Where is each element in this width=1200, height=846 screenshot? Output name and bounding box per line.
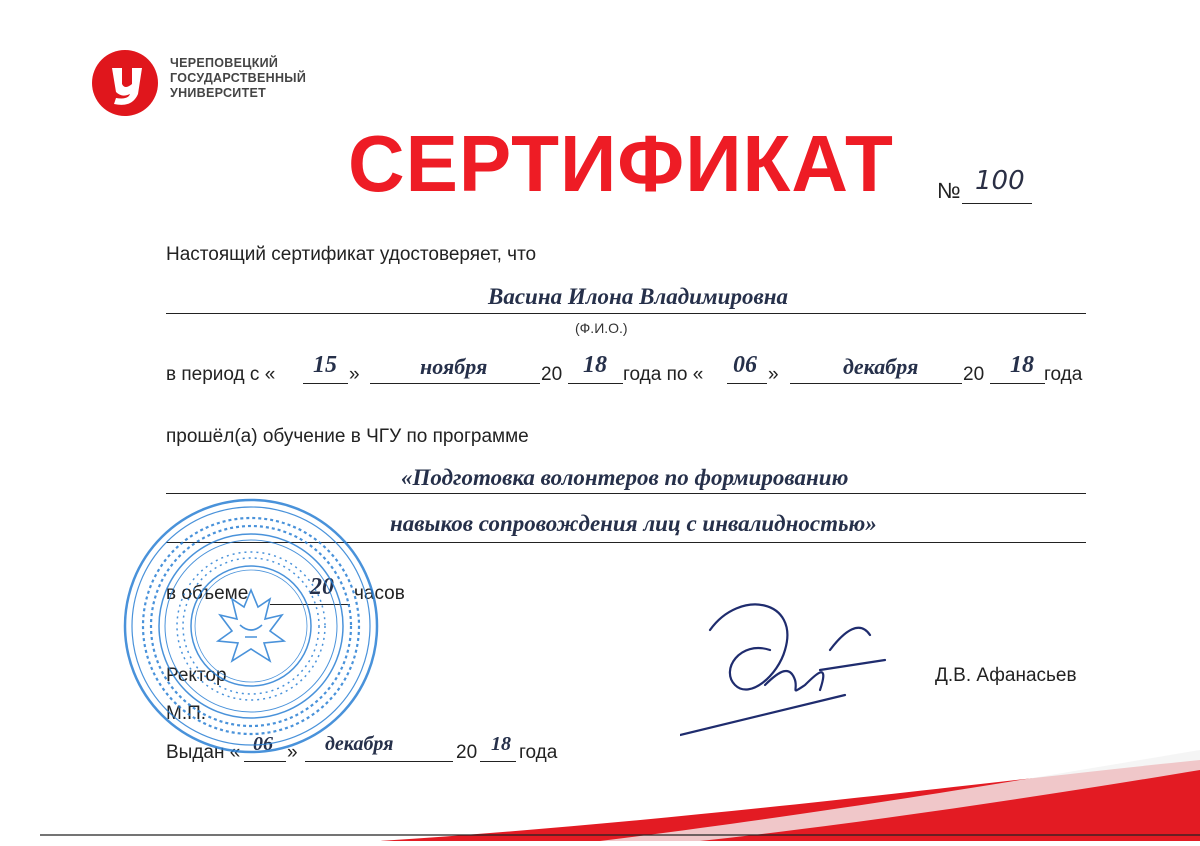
logo-line: УНИВЕРСИТЕТ (170, 86, 267, 100)
end-month-underline (790, 383, 962, 384)
period-prefix: в период с « (166, 364, 276, 385)
program-line-2: навыков сопровождения лиц с инвалидностью» (390, 511, 877, 536)
rector-name: Д.В. Афанасьев (935, 665, 1077, 686)
start-day: 15 (313, 352, 337, 378)
hours-value: 20 (310, 574, 334, 600)
end-day: 06 (733, 352, 757, 378)
start-year: 18 (583, 352, 607, 378)
start-day-underline (303, 383, 348, 384)
start-month-underline (370, 383, 540, 384)
program-line-1: «Подготовка волонтеров по формированию (401, 465, 849, 490)
period-close-quote: » (349, 364, 360, 385)
volume-prefix: в объеме (166, 583, 249, 604)
end-month: декабря (843, 354, 919, 379)
number-label: № (937, 178, 961, 203)
number-underline (962, 203, 1032, 204)
certifies-text: Настоящий сертификат удостоверяет, что (166, 244, 537, 265)
issued-day: 06 (253, 733, 273, 755)
start-year-underline (568, 383, 623, 384)
seal-place-label: М.П. (166, 703, 207, 724)
logo-line: ГОСУДАРСТВЕННЫЙ (170, 71, 307, 85)
end-year: 18 (1010, 352, 1034, 378)
rector-signature-icon (680, 590, 890, 745)
official-seal-icon (120, 495, 382, 757)
rector-label: Ректор (166, 665, 227, 686)
issued-close-quote: » (287, 742, 298, 763)
period-suffix: года (1044, 364, 1083, 385)
volume-suffix: часов (354, 583, 405, 604)
issued-month: декабря (325, 733, 394, 755)
end-year-prefix: 20 (963, 364, 985, 385)
certificate-number: 100 (975, 166, 1025, 196)
logo-line: ЧЕРЕПОВЕЦКИЙ (170, 56, 279, 70)
start-year-prefix: 20 (541, 364, 563, 385)
end-day-underline (727, 383, 767, 384)
period-middle: года по « (623, 364, 704, 385)
name-caption: (Ф.И.О.) (575, 320, 628, 336)
recipient-name: Васина Илона Владимировна (488, 284, 789, 309)
certificate-title: СЕРТИФИКАТ (348, 119, 894, 208)
program-underline-1 (166, 493, 1086, 494)
start-month: ноября (420, 354, 488, 379)
end-year-underline (990, 383, 1045, 384)
issued-year-prefix: 20 (456, 742, 478, 763)
name-underline (166, 313, 1086, 314)
issued-prefix: Выдан « (166, 742, 241, 763)
period-close-quote-2: » (768, 364, 779, 385)
issued-suffix: года (519, 742, 558, 763)
university-logo-icon (92, 50, 158, 116)
university-name (170, 56, 306, 101)
decorative-wave-icon (0, 740, 1200, 841)
program-intro: прошёл(а) обучение в ЧГУ по программе (166, 426, 529, 447)
issued-year: 18 (491, 733, 511, 755)
